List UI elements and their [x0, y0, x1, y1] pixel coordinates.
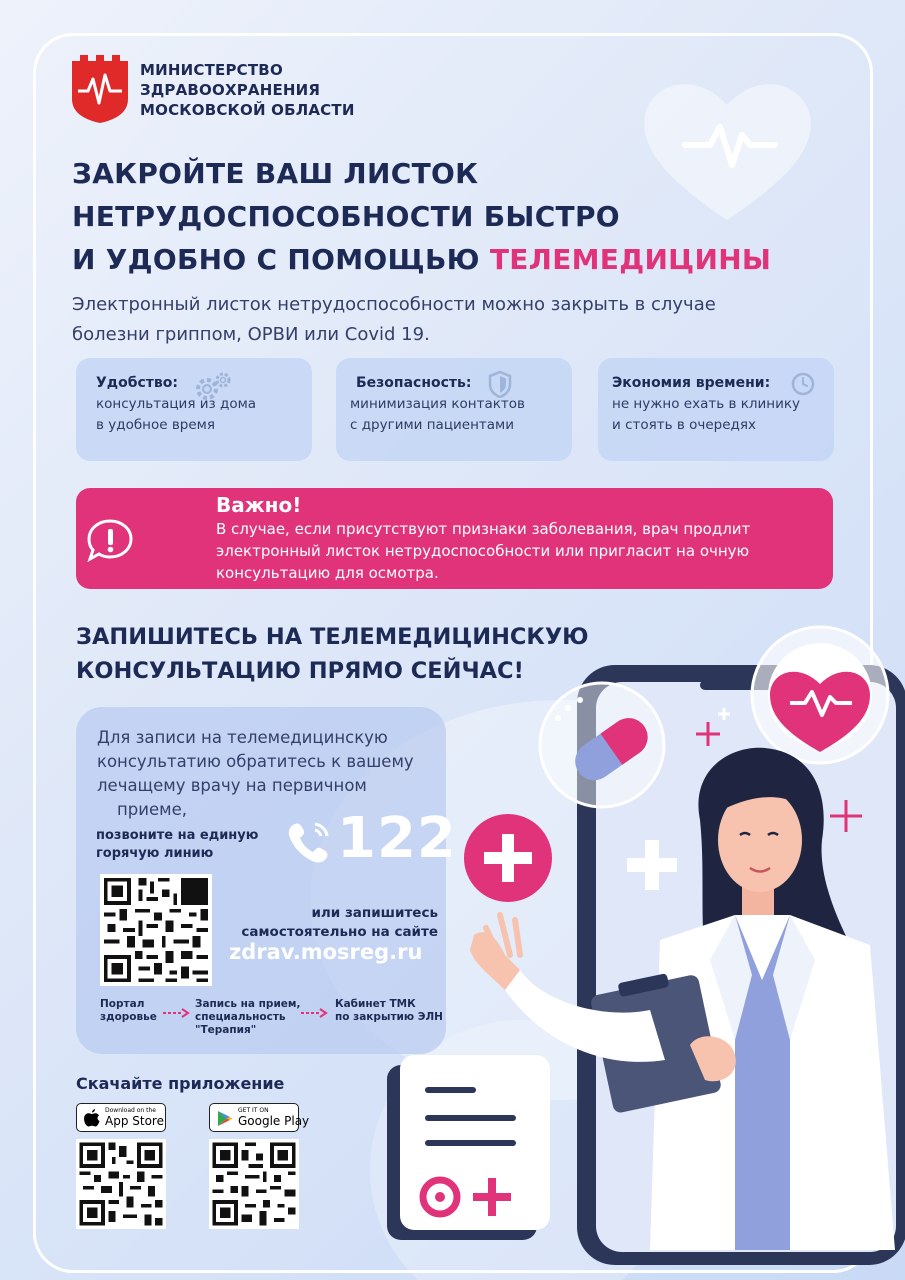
arrow-right-icon: [300, 1008, 328, 1018]
step-portal: Портал здоровье: [100, 998, 157, 1023]
alert-text: В случае, если присутствуют признаки заболевания, врач продлит электронный листок нетрудоспособности или пригласит на очную консультацию для осмотра.: [216, 520, 751, 582]
self-booking-label: или запишитесь самостоятельно на сайте: [241, 905, 438, 940]
hotline-label: позвоните на единую горячую линию: [96, 828, 259, 861]
apple-icon: [84, 1109, 100, 1127]
qr-code-google-play[interactable]: [209, 1139, 299, 1229]
important-alert: Важно! В случае, если присутствуют признаки заболевания, врач продлит электронный листок нетрудоспособности или пригласит на очную консультацию для осмотра.: [76, 488, 833, 589]
google-play-badge[interactable]: GET IT ON Google Play: [209, 1103, 299, 1132]
cta-heading: ЗАПИШИТЕСЬ НА ТЕЛЕМЕДИЦИНСКУЮ КОНСУЛЬТАЦИЮ ПРЯМО СЕЙЧАС!: [76, 624, 589, 684]
benefit-card-convenience: Удобство: консультация из дома в удобное время: [76, 358, 312, 461]
qr-code-booking[interactable]: [100, 874, 212, 986]
page-title: ЗАКРОЙТЕ ВАШ ЛИСТОК НЕТРУДОСПОСОБНОСТИ БЫСТРО И УДОБНО С ПОМОЩЬЮ ТЕЛЕМЕДИЦИНЫ: [72, 157, 772, 276]
qr-code-app-store[interactable]: [76, 1139, 166, 1229]
headline-highlight: ТЕЛЕМЕДИЦИНЫ: [489, 243, 772, 276]
step-appointment: Запись на прием, специальность "Терапия": [195, 998, 301, 1036]
app-store-badge[interactable]: Download on the App Store: [76, 1103, 166, 1132]
booking-site-link[interactable]: zdrav.mosreg.ru: [229, 940, 423, 964]
arrow-right-icon: [162, 1008, 190, 1018]
hotline-number[interactable]: 122: [337, 806, 457, 871]
benefit-card-safety: Безопасность: минимизация контактов с другими пациентами: [336, 358, 572, 461]
google-play-icon: [217, 1110, 233, 1127]
ministry-name: МИНИСТЕРСТВО ЗДРАВООХРАНЕНИЯ МОСКОВСКОЙ ОБЛАСТИ: [140, 61, 355, 119]
download-app-heading: Скачайте приложение: [76, 1074, 285, 1093]
step-tmk-cabinet: Кабинет ТМК по закрытию ЭЛН: [335, 998, 443, 1023]
intro-text: Электронный листок нетрудоспособности можно закрыть в случае болезни гриппом, ОРВИ или Covid 19.: [72, 294, 716, 345]
booking-text: Для записи на телемедицинскую консультатию обратитесь к вашему лечащему врачу на первичном приеме,: [97, 728, 414, 819]
phone-handset-icon: [285, 818, 333, 866]
benefit-card-time: Экономия времени: не нужно ехать в клинику и стоять в очередях: [598, 358, 834, 461]
